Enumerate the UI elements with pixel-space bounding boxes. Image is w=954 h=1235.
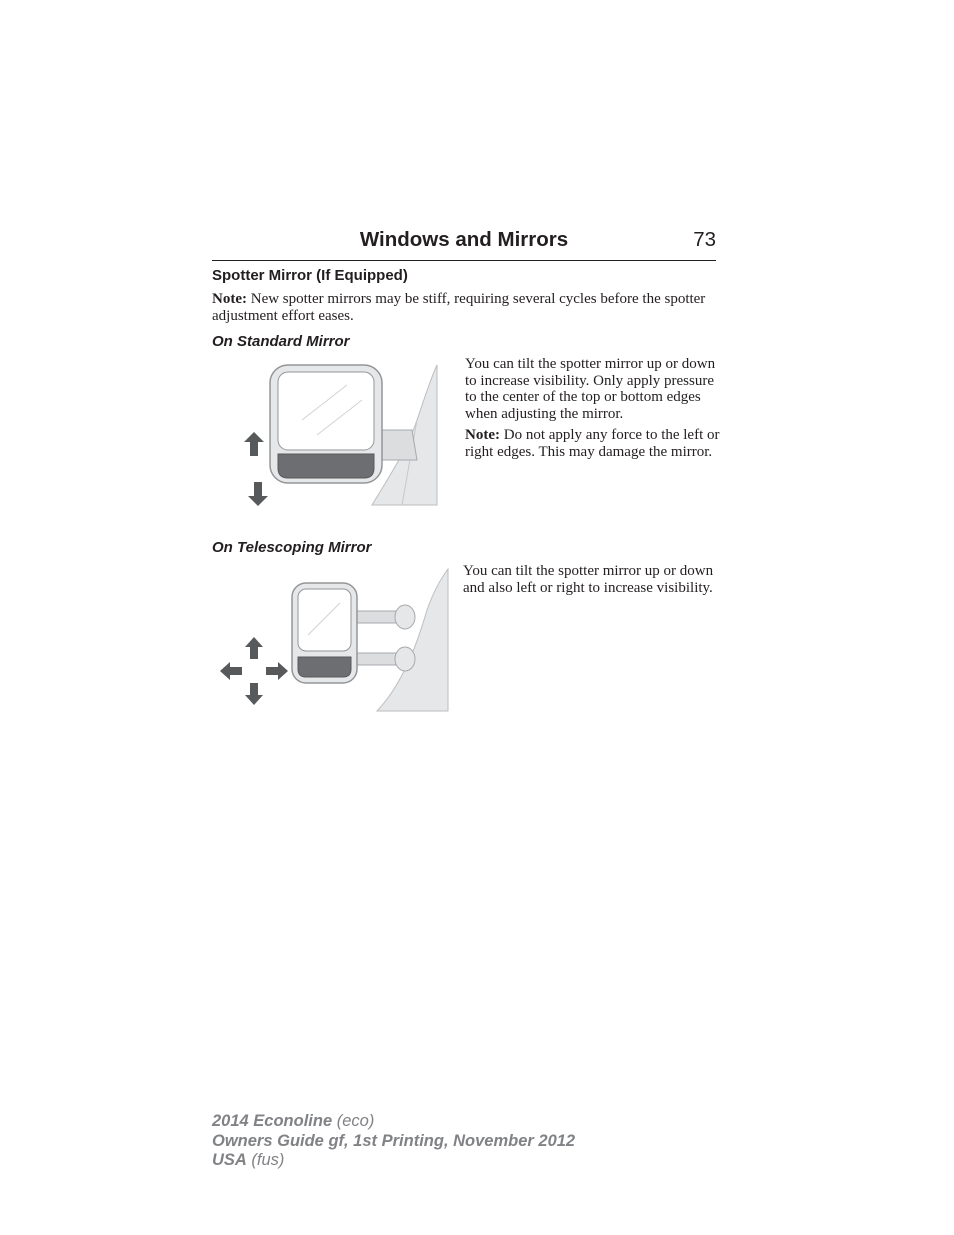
footer-model: 2014 Econoline (212, 1112, 333, 1130)
tilt-up-arrow-icon (244, 432, 264, 456)
tilt-left-arrow-icon (220, 662, 242, 680)
standard-note-label: Note: (465, 427, 500, 443)
standard-note (465, 427, 720, 460)
page-footer (212, 1112, 575, 1171)
section-heading: Spotter Mirror (If Equipped) (212, 267, 408, 284)
standard-mirror-illustration (212, 360, 442, 508)
page-header (212, 228, 716, 261)
footer-line-2: Owners Guide gf, 1st Printing, November 2012 (212, 1131, 576, 1150)
tilt-up-arrow-icon (245, 637, 263, 659)
page-number: 73 (693, 228, 716, 251)
tilt-right-arrow-icon (266, 662, 288, 680)
standard-note-text: Do not apply any force to the left or right edges. This may damage the mirror. (465, 427, 720, 460)
footer-line-1 (212, 1112, 575, 1132)
standard-paragraph: You can tilt the spotter mirror up or down to increase visibility. Only apply pressure to the center of the top or bottom edges when adjusting the mirror. (465, 356, 716, 422)
note-label: Note: (212, 291, 247, 307)
note-text: New spotter mirrors may be stiff, requiring several cycles before the spotter adjustment effort eases. (212, 291, 706, 324)
telescoping-mirror-text (463, 563, 718, 601)
footer-line-3 (212, 1151, 575, 1171)
standard-mirror-heading: On Standard Mirror (212, 333, 350, 350)
tilt-down-arrow-icon (245, 683, 263, 705)
footer-model-code: (eco) (332, 1112, 375, 1130)
tilt-down-arrow-icon (248, 482, 268, 506)
standard-mirror-text (465, 356, 720, 465)
footer-market: USA (212, 1151, 247, 1169)
telescoping-mirror-illustration (212, 565, 452, 715)
intro-note (212, 291, 716, 324)
telescoping-paragraph: You can tilt the spotter mirror up or down and also left or right to increase visibility. (463, 563, 714, 596)
page-title: Windows and Mirrors (359, 228, 569, 251)
telescoping-mirror-heading: On Telescoping Mirror (212, 539, 372, 556)
footer-market-code: (fus) (246, 1151, 285, 1169)
